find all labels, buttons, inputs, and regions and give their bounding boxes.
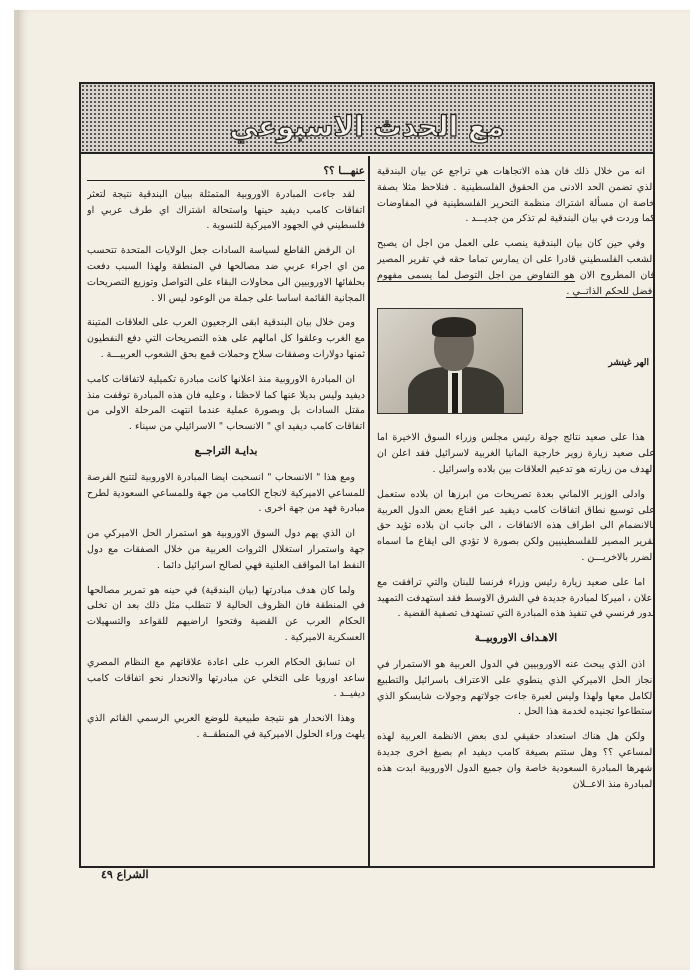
column-divider xyxy=(368,156,370,866)
right-paragraph-2 xyxy=(377,236,655,299)
left-paragraph-1: لقد جاءت المبادرة الاوروبية المتمثلة ببيان البندقية نتيجة لتعثر اتفاقات كامب ديفيد حينها واستحالة اشتراك اي طرف عربي او فلسطيني في الجهود الاميركية للتسوية . xyxy=(87,188,365,232)
right-paragraph-4: وادلى الوزير الالماني بعدة تصريحات من ابرزها ان بلاده ستعمل على توسيع نطاق اتفاقات كامب ديفيد عبر اقناع بعض الدول العربية بالانضمام الى اطراف هذه الاتفاقات ، الى جانب ان بلاده تؤيد حق تقرير المصير للفلسطينيين ولكن بصورة لا تؤدي الى ايقاع ما اسماه الضرر بالاخريـــن . xyxy=(377,488,655,563)
right-column xyxy=(377,164,655,864)
left-subheading: بدايـة التراجــع xyxy=(194,444,258,457)
right-paragraph-3: هذا على صعيد نتائج جولة رئيس مجلس وزراء السوق الاخيرة اما على صعيد زيارة زوير خارجية المانيا الغربية لاسرائيل فقد اعلن ان الهدف من زيارته هو تدعيم العلاقات بين بلاده واسرائيل . xyxy=(377,432,655,475)
right-subheading: الاهـداف الاوروبيــة xyxy=(474,632,558,645)
left-heading-continued: عنهـــا ؟؟ xyxy=(87,164,365,181)
left-column xyxy=(87,164,365,864)
magazine-page xyxy=(14,10,690,970)
left-paragraph-4: ان المبادرة الاوروبية منذ اعلانها كانت مبادرة تكميلية لاتفاقات كامب ديفيد وليس بديلا عنها كما لاحظنا ، وعليه فان هذه المبادرة توقفت منذ مقتل السادات بل وبصورة عملية عندما انتهت المرحلة الاولى من اتفاقات كامب ديفيد اي " الانسحاب " الاسرائيلي من سيناء . xyxy=(87,373,365,433)
left-paragraph-6: ان الذي يهم دول السوق الاوروبية هو استمرار الحل الاميركي من جهة واستمرار استغلال الثروات العربية من خلال الصفقات مع دول النفط اما المواقف العلنية فهي لصالح اسرائيل دائما . xyxy=(87,528,365,571)
left-paragraph-3: ومن خلال بيان البندقية ابقى الرجعيون العرب على العلاقات المتينة مع الغرب وعلقوا كل امالهم على هذه التصريحات التي دفع النفطيون ثمنها دولارات وصفقات سلاح وحملات قمع بحق الشعوب العربيـــة . xyxy=(87,317,365,360)
left-paragraph-8: ان تسابق الحكام العرب على اعادة علاقاتهم مع النظام المصري ساعد اوروبا على التخلي عن مبادرتها والانحدار نحو اتفاقات كامب ديفيــد . xyxy=(87,656,365,700)
photo-caption: الهر غينشر xyxy=(608,358,649,369)
right-paragraph-2-text: وفي حين كان بيان البندقية ينصب على العمل من اجل ان يصبح الشعب الفلسطيني قادرا على ان يمارس تماما حقه في تقرير المصير فان المطروح الان xyxy=(377,238,655,281)
right-paragraph-5: اما على صعيد زيارة رئيس وزراء فرنسا للبنان والتي ترافقت مع اعلان ، اميركا لمبادرة جديدة في الشرق الاوسط فقد استهدفت التمهيد لدور فرنسي في تنفيذ هذه المبادرة التي تستهدف تصفية القضية . xyxy=(377,576,655,620)
left-paragraph-5: ومع هذا " الانسحاب " انسحبت ايضا المبادرة الاوروبية لتتيح الفرصة للمساعي الاميركية لانجاح الكامب من جهة وللمساعي السعودية لطرح مبادرة فهد من جهة اخرى . xyxy=(87,471,365,515)
article-frame xyxy=(79,82,655,868)
section-banner xyxy=(81,84,653,154)
photo-hair-shape xyxy=(432,317,476,337)
page-number-label: الشراع ٤٩ xyxy=(101,868,149,881)
right-paragraph-7: ولكن هل هناك استعداد حقيقي لدى بعض الانظمة العربية لهذه المساعي ؟؟ وهل ستتم بصيغة كامب ديفيد ام بصيغ اخرى جديدة اشهرها المبادرة السعودية خاصة وان جميع الدول الاوروبية ابدت هذه المبادرة منذ الاعــلان xyxy=(377,731,655,790)
portrait-photo xyxy=(377,308,523,414)
left-paragraph-2: ان الرفض القاطع لسياسة السادات جعل الولايات المتحدة تتحسب من اي اجراء عربي ضد مصالحها في المنطقة ولهذا السبب دفعت بحلفائها الاوروبيين الى محاولات البقاء على التواصل وتوزيع التصريحات المجانية القائمة اساسا على جملة من الوعود ليس الا . xyxy=(87,245,365,304)
photo-tie-shape xyxy=(452,373,458,413)
right-paragraph-2-underlined: هو التفاوض من اجل التوصل لما يسمى مفهوم افضل للحكم الذاتــي . xyxy=(377,269,655,297)
right-paragraph-1: انه من خلال ذلك فان هذه الاتجاهات هي تراجع عن بيان البندقية الذي تضمن الحد الادنى من الحقوق الفلسطينية . فنلاحظ مثلا بصفة خاصة ان مسألة اشتراك منظمة التحرير الفلسطينية في المفاوضات كما وردت في بيان البندقية لم تذكر من جديـــد . xyxy=(377,166,655,225)
right-paragraph-6: اذن الذي يبحث عنه الاوروبيين في الدول العربية هو الاستمرار في انجاز الحل الاميركي الذي ينطوي على الاعتراف باسرائيل والتطبيع الكامل معها ولهذا وليس لعبرة جاءت جولاتهم وجولات شايسكو الذي استطاعوا تجنيده لخدمة هذا الحل . xyxy=(377,658,655,718)
photo-block xyxy=(377,308,655,418)
left-paragraph-7: ولما كان هدف مبادرتها (بيان البندقية) في حينه هو تمرير مصالحها في المنطقة فان الظروف الحالية لا تتطلب مثل ذلك بعد ان تخلى الحكام العرب عن القضية وفتحوا اراضيهم للقواعد والتسهيلات العسكرية الاميركية . xyxy=(87,584,365,643)
banner-title: مع الحدث الاسبوعي xyxy=(229,110,505,143)
left-paragraph-9: وهذا الانحدار هو نتيجة طبيعية للوضع العربي الرسمي القائم الذي يلهث وراء الحلول الاميركية في المنطقــة . xyxy=(87,713,365,740)
